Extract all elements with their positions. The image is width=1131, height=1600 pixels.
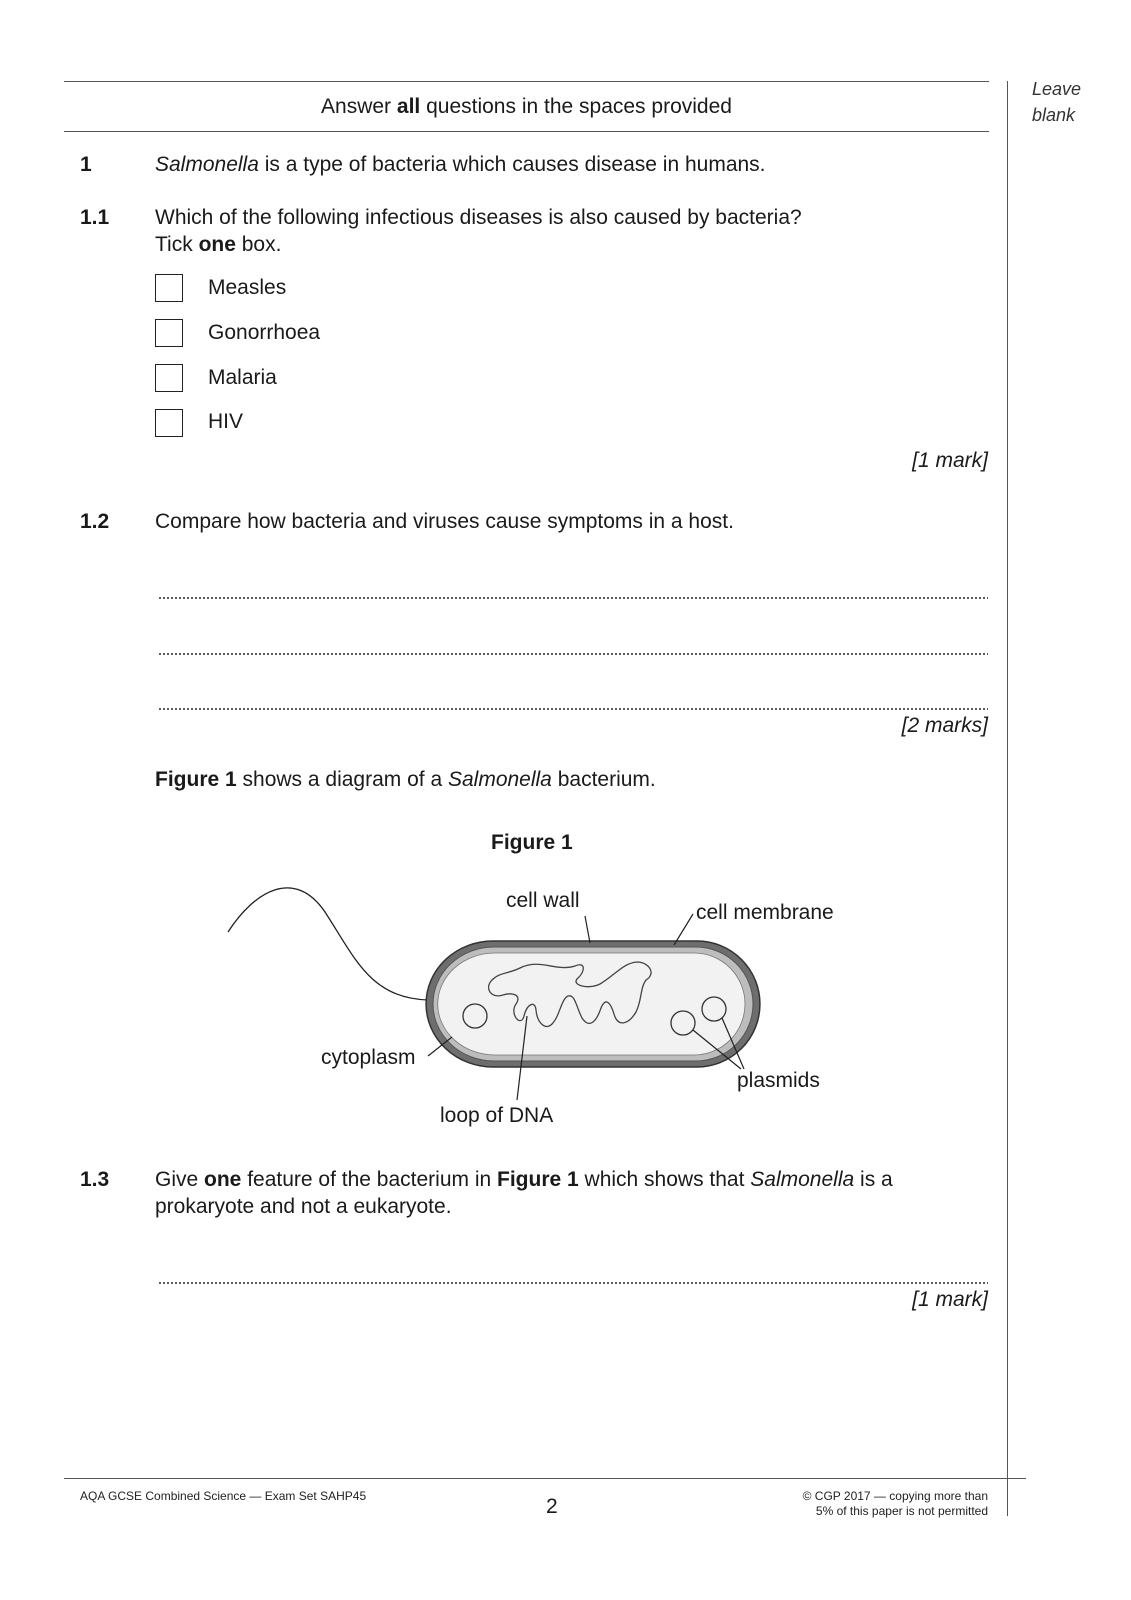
footer-right	[803, 1489, 988, 1519]
footer-left: AQA GCSE Combined Science — Exam Set SAHP45	[80, 1489, 367, 1503]
plasmid-right-a	[671, 1011, 695, 1035]
tick-bold: one	[198, 233, 236, 256]
option-gonorrhoea: Gonorrhoea	[208, 321, 321, 344]
figure-title: Figure 1	[491, 831, 573, 854]
q1-3-mid: feature of the bacterium in	[241, 1168, 497, 1191]
cytoplasm-shape	[438, 953, 745, 1055]
leave-text: Leave	[1032, 79, 1082, 99]
q1-3-post: is a	[854, 1168, 893, 1191]
figure-intro-post: bacterium.	[551, 768, 656, 791]
tick-post: box.	[235, 233, 282, 256]
flagellum	[228, 888, 428, 1000]
label-cell-membrane: cell membrane	[696, 901, 834, 924]
footer-right-line2: 5% of this paper is not permitted	[815, 1504, 988, 1518]
footer-right-line1: © CGP 2017 — copying more than	[802, 1489, 988, 1503]
q1-2-number: 1.2	[80, 510, 110, 533]
q1-3-bold2: Figure 1	[497, 1168, 579, 1191]
q1-3-italic: Salmonella	[750, 1168, 855, 1191]
q1-2-text: Compare how bacteria and viruses cause symptoms in a host.	[155, 510, 734, 533]
cell-wall-pointer	[585, 916, 590, 943]
option-measles: Measles	[208, 276, 287, 299]
q1-1-number: 1.1	[80, 206, 110, 229]
label-cytoplasm: cytoplasm	[321, 1046, 416, 1069]
q1-3-line1	[155, 1166, 893, 1193]
q1-3-bold1: one	[204, 1168, 242, 1191]
plasmid-left	[463, 1004, 487, 1028]
q1-1-text: Which of the following infectious diseases is also caused by bacteria?	[155, 206, 802, 229]
q1-number: 1	[80, 153, 92, 176]
q1-3-pre: Give	[155, 1168, 205, 1191]
instruction-post: questions in the spaces provided	[420, 95, 732, 118]
plasmid-right-b	[702, 997, 726, 1021]
tick-pre: Tick	[155, 233, 199, 256]
q1-2-marks: [2 marks]	[901, 714, 988, 737]
label-cell-wall: cell wall	[506, 889, 580, 912]
answer-line-1-3[interactable]	[158, 1282, 988, 1284]
figure-intro-mid: shows a diagram of a	[236, 768, 448, 791]
option-malaria: Malaria	[208, 366, 277, 389]
instruction-bold: all	[396, 95, 421, 118]
q1-3-line2: prokaryote and not a eukaryote.	[155, 1195, 452, 1218]
q1-3-question	[155, 1166, 893, 1220]
figure-intro-bold: Figure 1	[155, 768, 237, 791]
label-plasmids: plasmids	[737, 1069, 820, 1092]
label-loop-dna: loop of DNA	[440, 1104, 554, 1127]
q1-intro-rest: is a type of bacteria which causes disease in humans.	[258, 153, 766, 176]
figure-intro-italic: Salmonella	[447, 768, 552, 791]
q1-1-marks: [1 mark]	[912, 449, 988, 472]
page-number: 2	[546, 1495, 558, 1518]
q1-intro-italic: Salmonella	[155, 153, 259, 176]
instruction-pre: Answer	[321, 95, 397, 118]
q1-3-mid2: which shows that	[578, 1168, 751, 1191]
q1-3-number: 1.3	[80, 1168, 110, 1191]
option-hiv: HIV	[208, 410, 244, 433]
blank-text: blank	[1032, 105, 1076, 125]
q1-3-marks: [1 mark]	[912, 1288, 988, 1311]
